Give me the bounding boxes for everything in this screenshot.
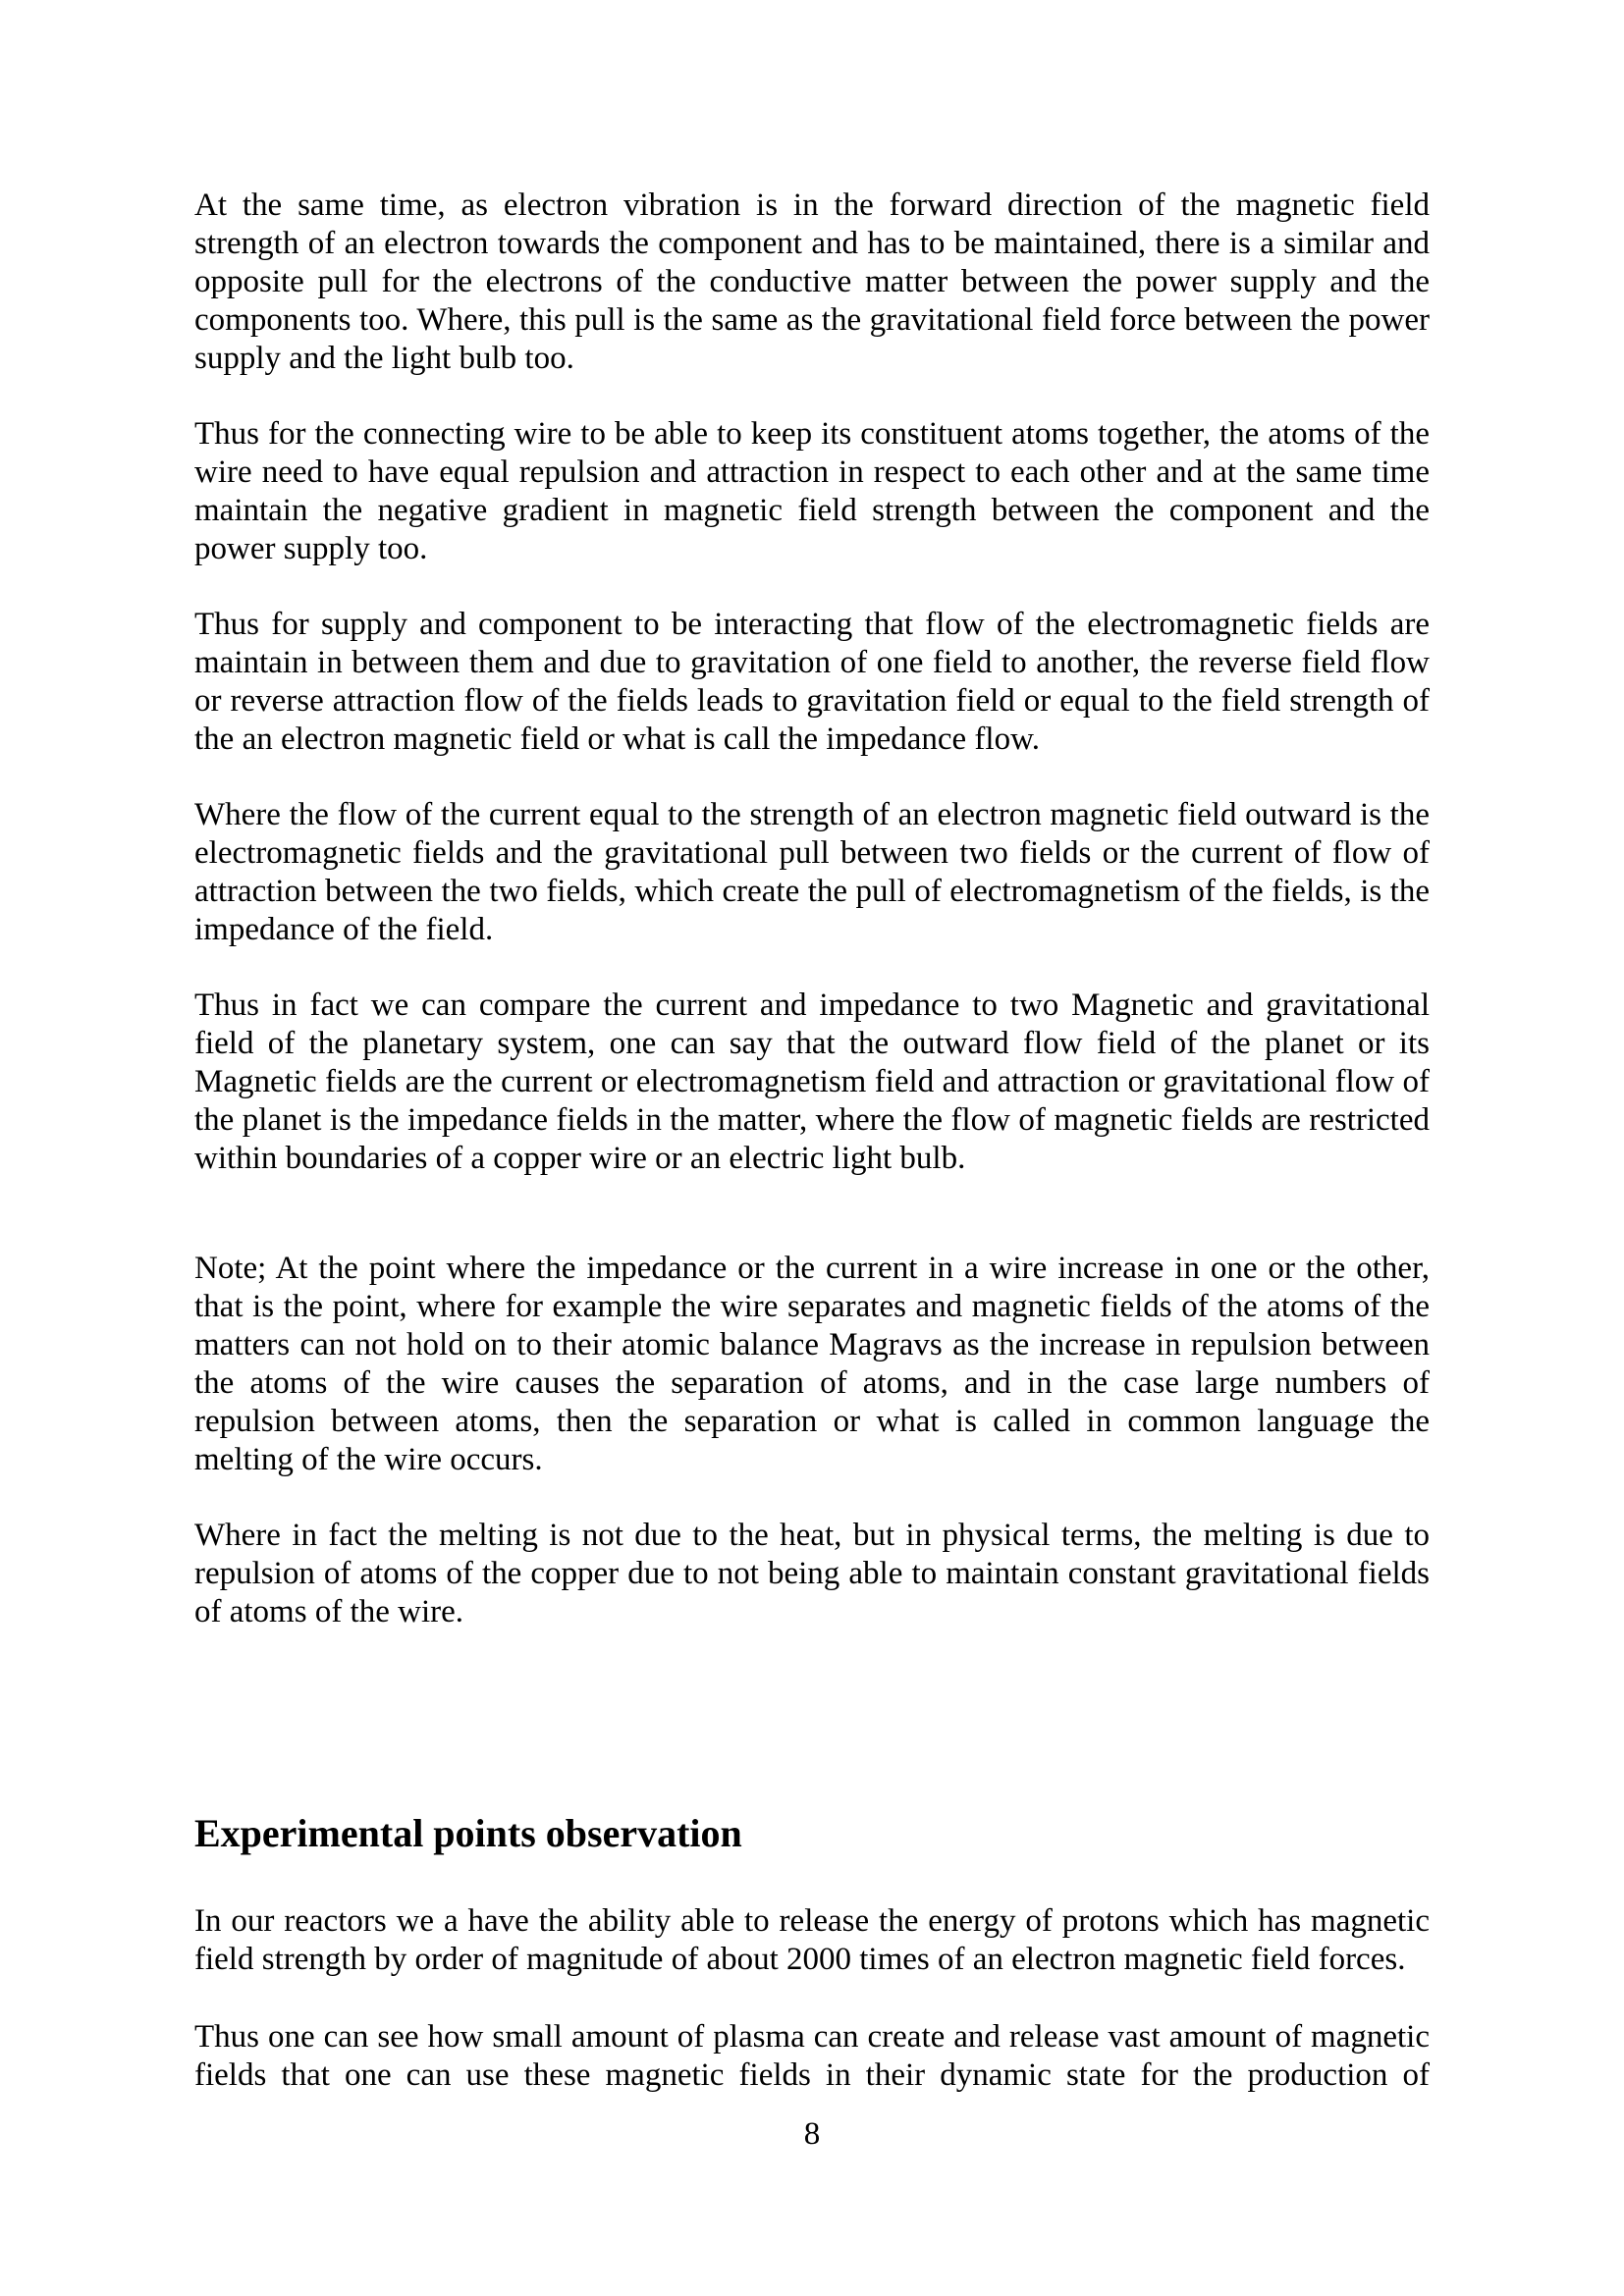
paragraph-electron-vibration: At the same time, as electron vibration is in the forward direction of the magnetic field strength of an electron towards the component and has to be maintained, there is a similar and opposite pull for the electrons of the conductive matter between the power supply and the components too. Where, this pull is the same as the gravitational field force between the power supply and the light bulb too. — [194, 187, 1430, 376]
paragraph-planetary-comparison: Thus in fact we can compare the current and impedance to two Magnetic and gravitational field of the planetary system, one can say that the outward flow field of the planet or its Magnetic fields are the current or electromagnetism field and attraction or gravitational flow of the planet is the impedance fields in the matter, where the flow of magnetic fields are restricted within boundaries of a copper wire or an electric light bulb. — [194, 988, 1430, 1176]
paragraph-note: Note; At the point where the impedance or the current in a wire increase in one or the other, that is the point, where for example the wire separates and magnetic fields of the atoms of the matters can not hold on to their atomic balance Magravs as the increase in repulsion between the atoms of the wire causes the separation of atoms, and in the case large numbers of repulsion between atoms, then the separation or what is called in common language the melting of the wire occurs. — [194, 1251, 1430, 1477]
page-number: 8 — [803, 2116, 821, 2152]
paragraph-connecting-wire: Thus for the connecting wire to be able to keep its constituent atoms together, the atoms of the wire need to have equal repulsion and attraction in respect to each other and at the same time maintain the negative gradient in magnetic field strength between the component and the power supply too. — [194, 416, 1430, 566]
paragraph-reactors: In our reactors we a have the ability able to release the energy of protons which has magnetic field strength by order of magnitude of about 2000 times of an electron magnetic field forces. — [194, 1903, 1430, 1977]
paragraph-melting: Where in fact the melting is not due to the heat, but in physical terms, the melting is due to repulsion of atoms of the copper due to not being able to maintain constant gravitational fields of atoms of the wire. — [194, 1518, 1430, 1629]
text-block — [194, 187, 1430, 2095]
paragraph-current-flow: Where the flow of the current equal to the strength of an electron magnetic field outward is the electromagnetic fields and the gravitational pull between two fields or the current of flow of attraction between the two fields, which create the pull of electromagnetism of the fields, is the impedance of the field. — [194, 797, 1430, 947]
section-heading: Experimental points observation — [194, 1811, 742, 1855]
paragraph-supply-component: Thus for supply and component to be interacting that flow of the electromagnetic fields are maintain in between them and due to gravitation of one field to another, the reverse field flow or reverse attraction flow of the fields leads to gravitation field or equal to the field strength of the an electron magnetic field or what is call the impedance flow. — [194, 607, 1430, 757]
paragraph-plasma-continued: Thus one can see how small amount of plasma can create and release vast amount of magnetic fields that one can use these magnetic fields in their dynamic state for the production of — [194, 2019, 1430, 2093]
